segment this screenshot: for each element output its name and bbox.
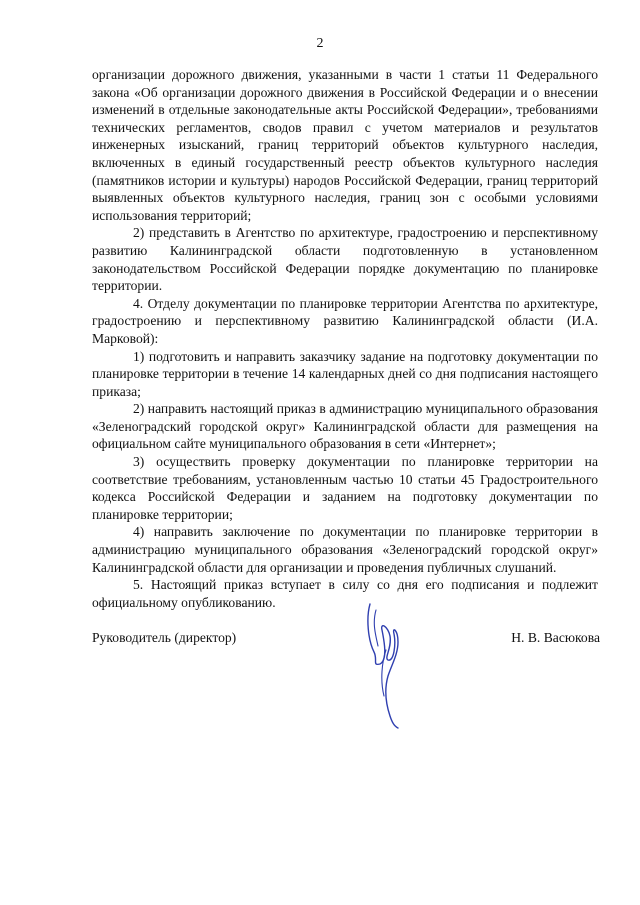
- paragraph-continuation: организации дорожного движения, указанными в части 1 статьи 11 Федерального закона «Об организации дорожного движения в Российской Федерации и о внесении изменений в отдельные законодательные акты Российской Федерации», требованиями технических регламентов, сводов правил с учетом материалов и результатов инженерных изысканий, границ территорий объектов культурного наследия, включенных в единый государственный реестр объектов культурного наследия (памятников истории и культуры) народов Российской Федерации, границ территорий выявленных объектов культурного наследия, границ зон с особыми условиями использования территорий;: [92, 67, 598, 223]
- document-body: [92, 66, 598, 611]
- paragraph-item-4-2: 2) направить настоящий приказ в администрацию муниципального образования «Зеленоградский городской округ» Калининградской области для размещения на официальном сайте муниципального образования в сети «Интернет»;: [92, 401, 598, 452]
- paragraph-item-4: 4. Отделу документации по планировке территории Агентства по архитектуре, градостроению и перспективному развитию Калининградской области (И.А. Марковой):: [92, 295, 598, 346]
- paragraph-item-4-3: 3) осуществить проверку документации по планировке территории на соответствие требованиям, установленным частью 10 статьи 45 Градостроительного кодекса Российской Федерации и заданием на подготовку документации по планировке территории;: [92, 454, 598, 522]
- page-number: 2: [316, 36, 324, 51]
- paragraph-item-4-1: 1) подготовить и направить заказчику задание на подготовку документации по планировке территории в течение 14 календарных дней со дня подписания настоящего приказа;: [92, 348, 598, 399]
- paragraph-item-5: 5. Настоящий приказ вступает в силу со дня его подписания и подлежит официальному опубликованию.: [92, 577, 598, 610]
- handwritten-signature: [358, 600, 418, 730]
- paragraph-item-4-4: 4) направить заключение по документации по планировке территории в администрацию муниципального образования «Зеленоградский городской округ» Калининградской области для организации и проведения публичных слушаний.: [92, 524, 598, 575]
- paragraph-item-3-2: 2) представить в Агентство по архитектуре, градостроению и перспективному развитию Калининградской области подготовленную в установленном законодательством Российской Федерации порядке документацию по планировке территории.: [92, 225, 598, 294]
- signatory-name: Н. В. Васюкова: [511, 630, 600, 645]
- signatory-title: Руководитель (директор): [92, 630, 237, 645]
